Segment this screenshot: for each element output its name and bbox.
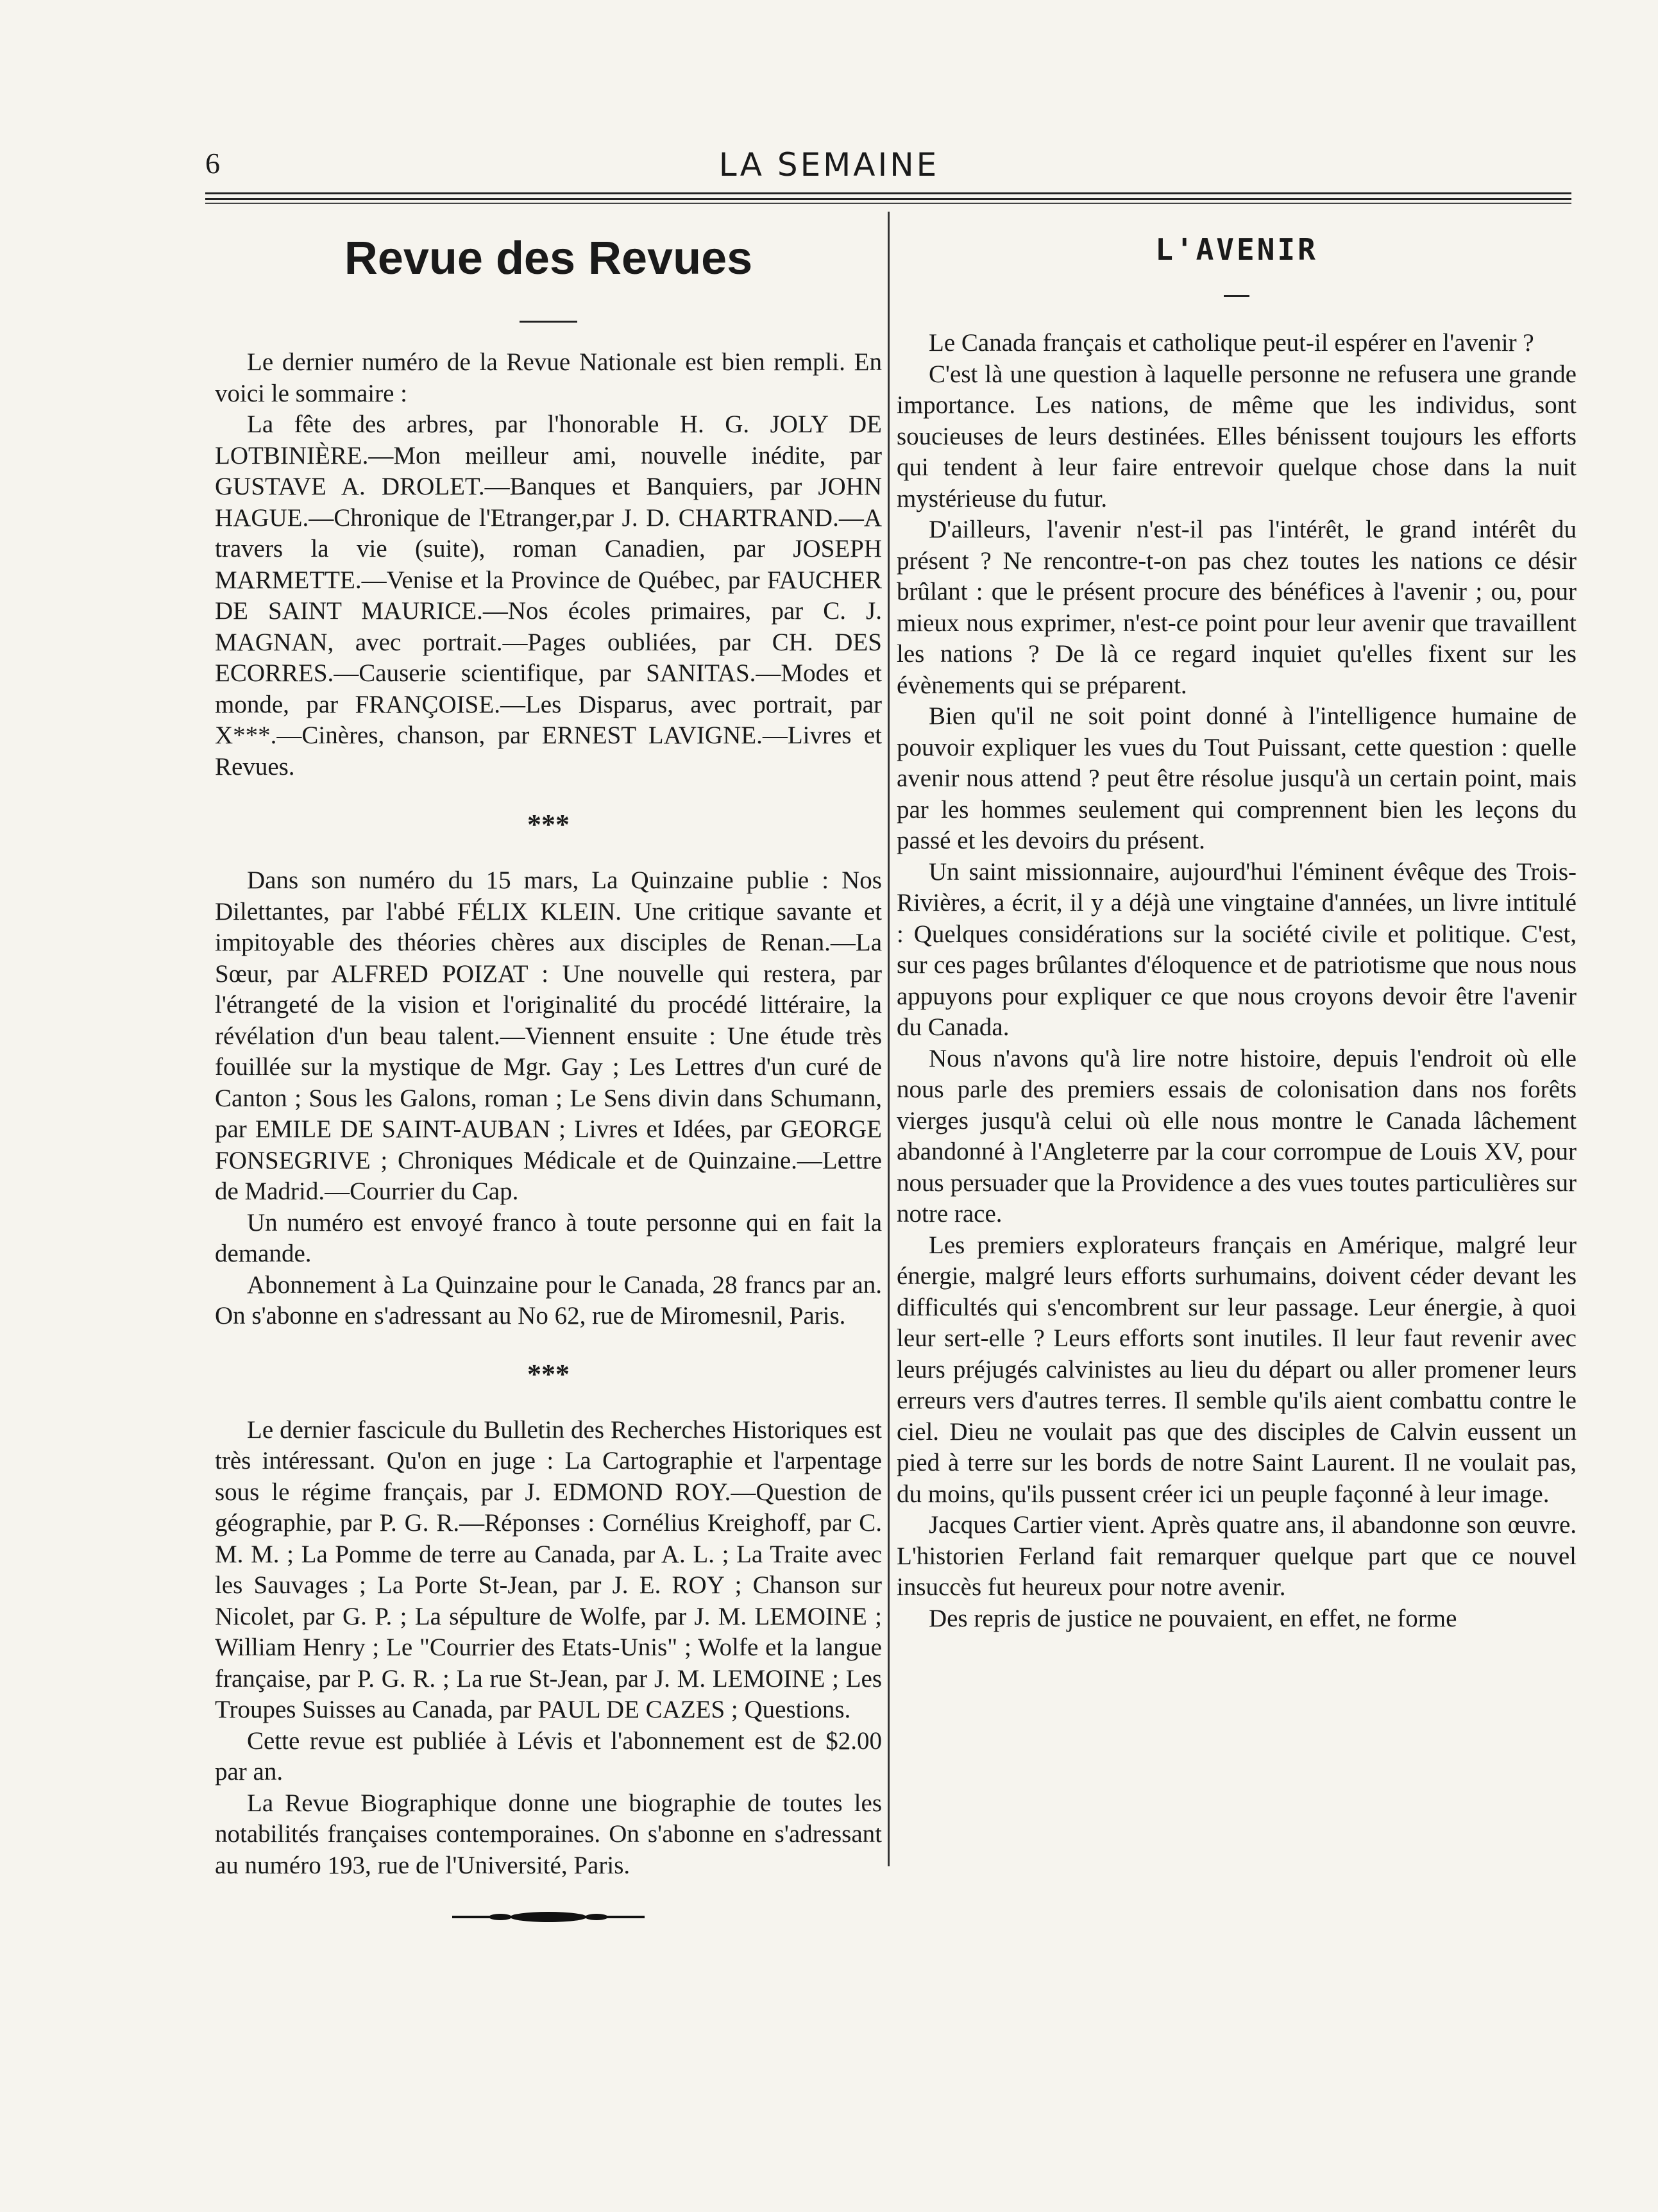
right-column bbox=[897, 218, 1577, 1634]
ornamental-rule bbox=[452, 1909, 645, 1925]
paragraph: Cette revue est publiée à Lévis et l'abonnement est de $2.00 par an. bbox=[215, 1727, 882, 1786]
section-title-revue: Revue des Revues bbox=[344, 233, 753, 284]
title-rule bbox=[520, 321, 577, 323]
paragraph: Des repris de justice ne pouvaient, en effet, ne forme bbox=[929, 1604, 1457, 1632]
section-title-avenir: L'AVENIR bbox=[1155, 232, 1318, 267]
paragraph: Le dernier numéro de la Revue Nationale est bien rempli. En voici le sommaire : bbox=[215, 348, 882, 407]
running-title: LA SEMAINE bbox=[718, 146, 940, 183]
paragraph: Un numéro est envoyé franco à toute personne qui en fait la demande. bbox=[215, 1208, 882, 1267]
paragraph: Abonnement à La Quinzaine pour le Canada, 28 francs par an. On s'abonne en s'adressant au No 62, rue de Miromesnil, Paris. bbox=[215, 1271, 882, 1330]
paragraph: C'est là une question à laquelle personne ne refusera une grande importance. Les nations, de même que les individus, sont soucieuses de leurs destinées. Elles bénissent toujours les efforts qui tendent à leur faire entrevoir quelque chose dans la nuit mystérieuse du futur. bbox=[897, 360, 1577, 512]
page-number: 6 bbox=[205, 147, 220, 180]
paragraph: Bien qu'il ne soit point donné à l'intelligence humaine de pouvoir expliquer les vues du Tout Puissant, cette question : quelle avenir nous attend ? peut être résolue jusqu'à un certain point, mais par les hommes seulement qui comprennent bien les leçons du passé et les devoirs du présent. bbox=[897, 702, 1577, 854]
column-divider bbox=[888, 212, 890, 1866]
paragraph: Jacques Cartier vient. Après quatre ans, il abandonne son œuvre. L'historien Ferland fait remarquer quelque part que ce nouvel insuccès fut heureux pour notre avenir. bbox=[897, 1511, 1577, 1601]
header-double-rule bbox=[205, 192, 1571, 200]
paragraph: Dans son numéro du 15 mars, La Quinzaine publie : Nos Dilettantes, par l'abbé FÉLIX KLEIN. Une critique savante et impitoyable des théories chères aux disciples de Renan.—La Sœur, par ALFRED POIZAT : Une nouvelle qui restera, par l'étrangeté de la vision et l'originalité du procédé littéraire, la révélation d'un beau talent.—Viennent ensuite : Une étude très fouillée sur la mystique de Mgr. Gay ; Les Lettres d'un curé de Canton ; Sous les Galons, roman ; Le Sens divin dans Schumann, par EMILE DE SAINT-AUBAN ; Livres et Idées, par GEORGE FONSEGRIVE ; Chroniques Médicale et de Quinzaine.—Lettre de Madrid.—Courrier du Cap. bbox=[215, 866, 882, 1205]
asterism-separator: *** bbox=[527, 809, 570, 840]
paragraph: La Revue Biographique donne une biographie de toutes les notabilités françaises contemporaines. On s'abonne en s'adressant au numéro 193, rue de l'Université, Paris. bbox=[215, 1789, 882, 1879]
asterism-separator: *** bbox=[527, 1358, 570, 1390]
title-rule bbox=[1224, 295, 1249, 297]
paragraph: Nous n'avons qu'à lire notre histoire, depuis l'endroit où elle nous parle des premiers essais de colonisation dans nos forêts vierges jusqu'à celui où elle nous montre le Canada lâchement abandonné à l'Angleterre par la cour corrompue de Louis XV, pour nous persuader que la Providence a des vues toutes particulières sur notre race. bbox=[897, 1044, 1577, 1228]
paragraph: Les premiers explorateurs français en Amérique, malgré leur énergie, malgré leurs efforts surhumains, doivent céder devant les difficultés qui s'encombrent sur leur passage. Leur énergie, à quoi leur sert-elle ? Leurs efforts sont inutiles. Il leur faut revenir avec leurs préjugés calvinistes au lieu du départ ou aller promener leurs erreurs vers d'autres terres. Il semble qu'ils aient combattu contre le ciel. Dieu ne voulait pas que des disciples de Calvin eussent un pied à terre sur les bords de notre Saint Laurent. Il ne voulait pas, du moins, qu'ils pussent créer ici un peuple façonné à leur image. bbox=[897, 1231, 1577, 1508]
header-thin-rule bbox=[205, 203, 1571, 204]
paragraph: Un saint missionnaire, aujourd'hui l'éminent évêque des Trois-Rivières, a écrit, il y a déjà une vingtaine d'années, un livre intitulé : Quelques considérations sur la société civile et politique. C'est, sur ces pages brûlantes d'éloquence et de patriotisme que nous nous appuyons pour expliquer ce que nous croyons devoir être l'avenir du Canada. bbox=[897, 857, 1577, 1041]
left-column bbox=[215, 218, 882, 1925]
paragraph: Le dernier fascicule du Bulletin des Recherches Historiques est très intéressant. Qu'on en juge : La Cartographie et l'arpentage sous le régime français, par J. EDMOND ROY.—Question de géographie, par P. G. R.—Réponses : Cornélius Kreighoff, par C. M. M. ; La Pomme de terre au Canada, par A. L. ; La Traite avec les Sauvages ; La Porte St-Jean, par J. E. ROY ; Chanson sur Nicolet, par G. P. ; La sépulture de Wolfe, par J. M. LEMOINE ; William Henry ; Le "Courrier des Etats-Unis" ; Wolfe et la langue française, par P. G. R. ; La rue St-Jean, par J. M. LEMOINE ; Les Troupes Suisses au Canada, par PAUL DE CAZES ; Questions. bbox=[215, 1415, 882, 1723]
paragraph: La fête des arbres, par l'honorable H. G. JOLY DE LOTBINIÈRE.—Mon meilleur ami, nouvelle inédite, par GUSTAVE A. DROLET.—Banques et Banquiers, par JOHN HAGUE.—Chronique de l'Etranger,par J. D. CHARTRAND.—A travers la vie (suite), roman Canadien, par JOSEPH MARMETTE.—Venise et la Province de Québec, par FAUCHER DE SAINT MAURICE.—Nos écoles primaires, par C. J. MAGNAN, avec portrait.—Pages oubliées, par CH. DES ECORRES.—Causerie scientifique, par SANITAS.—Modes et monde, par FRANÇOISE.—Les Disparus, avec portrait, par X***.—Cinères, chanson, par ERNEST LAVIGNE.—Livres et Revues. bbox=[215, 410, 882, 781]
paragraph: D'ailleurs, l'avenir n'est-il pas l'intérêt, le grand intérêt du présent ? Ne rencontre-t-on pas chez toutes les nations ce désir brûlant : que le présent procure des bénéfices à l'avenir ; ou, pour mieux nous exprimer, n'est-ce point pour leur avenir que travaillent les nations ? De là ce regard inquiet qu'elles fixent sur les évènements qui se préparent. bbox=[897, 516, 1577, 699]
paragraph: Le Canada français et catholique peut-il espérer en l'avenir ? bbox=[929, 329, 1534, 357]
